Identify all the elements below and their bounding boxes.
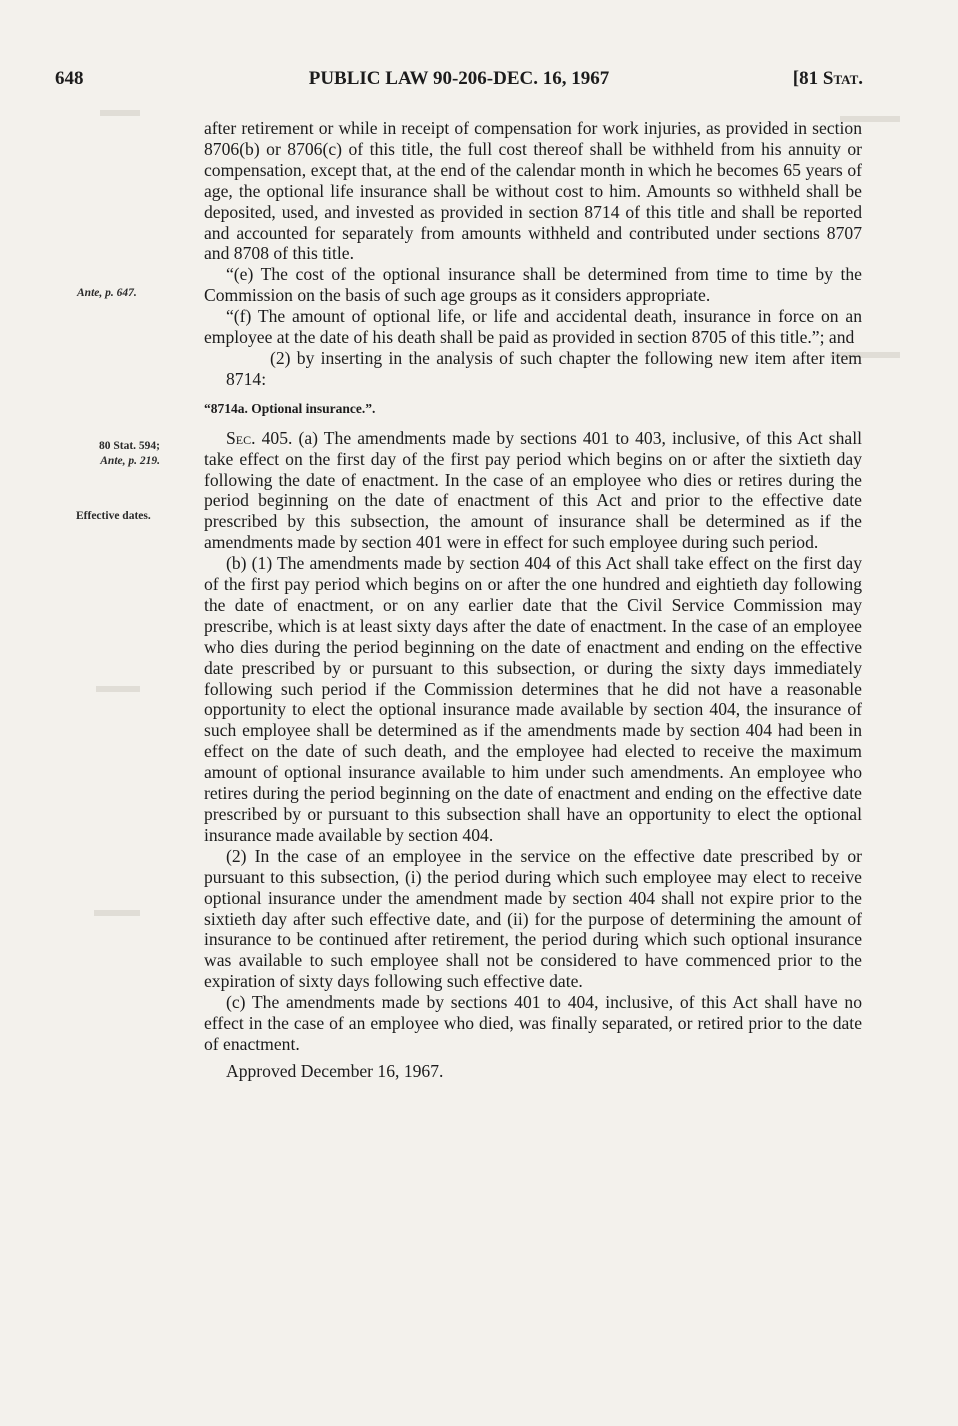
statute-reference: [81 Stat. (792, 68, 863, 89)
margin-note-80-stat-594: 80 Stat. 594; (98, 440, 160, 452)
page-header (55, 68, 863, 98)
page-number: 648 (55, 68, 84, 89)
bleed-through-mark (94, 910, 140, 916)
section-405-a-text: (a) The amendments made by sections 401 to 403, inclusive, of this Act shall take effect on the first day of the first pay period which begins on or after the sixtieth day following the date of enactment. In the case of an employee who dies or retires during the period beginning on the date of enactment of this Act and prior to the effective date prescribed by this subsection, the amount of insurance shall be determined as if the amendments made by section 401 were in effect for such employee during such period. (204, 427, 862, 553)
approval-date: Approved December 16, 1967. (226, 1060, 444, 1081)
margin-note-ante-647: Ante, p. 647. (77, 287, 137, 299)
paragraph-e: “(e) The cost of the optional insurance shall be determined from time to time by the Commission on the basis of such age groups as it considers appropriate. (204, 264, 862, 306)
bleed-through-mark (96, 686, 140, 692)
section-405-b-1: (b) (1) The amendments made by section 404 of this Act shall take effect on the first day of the first pay period which begins on or after the one hundred and eightieth day following the date of enactment, or on any earlier date that the Civil Service Commission may prescribe, which is at least sixty days after the date of enactment. In the case of an employee who dies during the period beginning on the date of enactment and ending on the effective date prescribed by or pursuant to this subsection, or during the sixty days immediately following such period if the Commission determines that he did not have a reasonable opportunity to elect the optional insurance made available by section 404, the insurance of such employee shall be determined as if the amendments made by section 404 had been in effect on the date of such death, and the employee had elected to receive the maximum amount of optional insurance available to him under such amendments. An employee who retires during the period beginning on the date of enactment and ending on the effective date prescribed by or pursuant to this subsection shall have an opportunity to elect the optional insurance made available by section 404. (204, 553, 862, 845)
section-405-a (204, 428, 862, 553)
section-405-b-2: (2) In the case of an employee in the service on the effective date prescribed by or pursuant to this subsection, (i) the period during which such employee may elect to receive optional insurance under the amendment made by section 404 shall not expire prior to the sixtieth day after such effective date, and (ii) for the purpose of determining the amount of insurance to be continued after retirement, the period during which such optional insurance was available to such employee shall not be considered to have commenced prior to the expiration of sixty days following such effective date. (204, 845, 862, 992)
header-title: PUBLIC LAW 90-206-DEC. 16, 1967 (308, 68, 610, 89)
section-405-c: (c) The amendments made by sections 401 to 404, inclusive, of this Act shall have no effect in the case of an employee who died, was finally separated, or retired prior to the date of enactment. (204, 992, 862, 1054)
paragraph: after retirement or while in receipt of compensation for work injuries, as provided in section 8706(b) or 8706(c) of this title, the full cost thereof shall be withheld from his annuity or compensation, except that, at the end of the calendar month in which he becomes 65 years of age, the optional life insurance shall be without cost to him. Amounts so withheld shall be deposited, used, and invested as provided in section 8714 of this title and shall be reported and accounted for separately from amounts withheld and contributed under sections 8707 and 8708 of this title. (204, 118, 862, 264)
section-label: Sec. 405. (226, 427, 293, 448)
document-body (204, 118, 862, 1082)
paragraph-f: “(f) The amount of optional life, or life and accidental death, insurance in force on an employee at the date of his death shall be paid as provided in section 8705 of this title.”; and (204, 306, 862, 348)
analysis-item: “8714a. Optional insurance.”. (204, 400, 376, 416)
bleed-through-mark (100, 110, 140, 116)
paragraph-2: (2) by inserting in the analysis of such chapter the following new item after item 8714: (226, 347, 862, 389)
margin-note-ante-219: Ante, p. 219. (100, 455, 160, 467)
margin-note-effective-dates: Effective dates. (76, 510, 151, 522)
